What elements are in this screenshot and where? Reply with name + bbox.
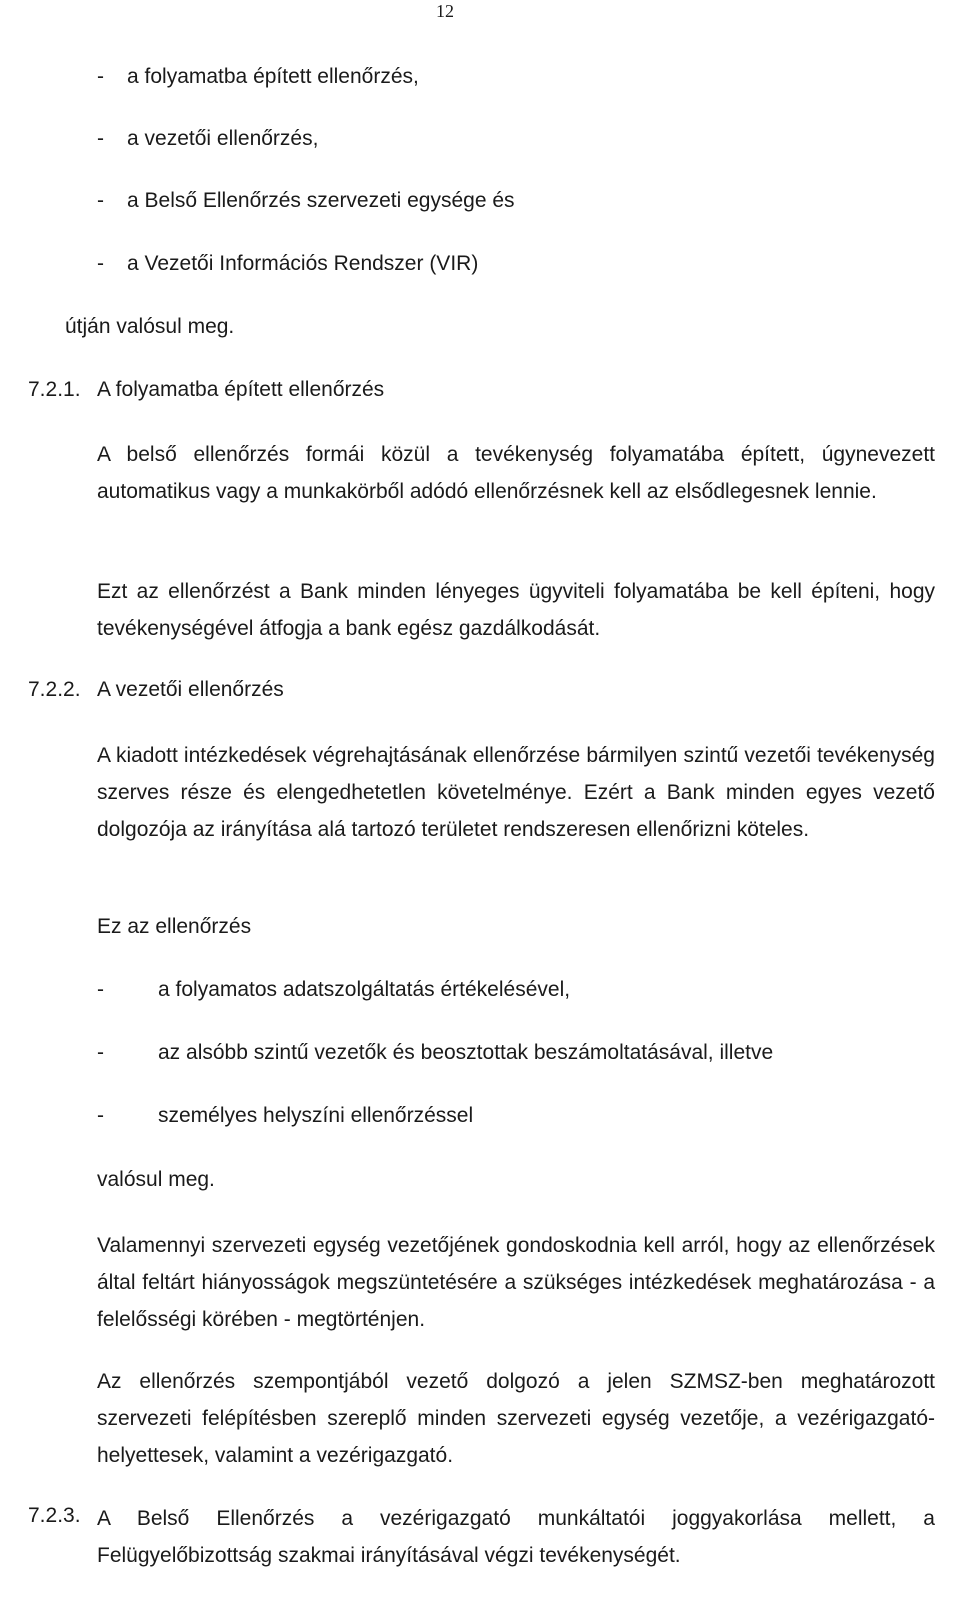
page-number: 12: [436, 1, 454, 21]
paragraph: valósul meg.: [97, 1168, 215, 1191]
section-title: A vezetői ellenőrzés: [97, 678, 284, 701]
paragraph: A Belső Ellenőrzés a vezérigazgató munkáltatói joggyakorlása mellett, a Felügyelőbizottság szakmai irányításával végzi tevékenységét.: [97, 1507, 935, 1567]
list-dash: -: [97, 1104, 104, 1127]
list-dash: -: [97, 65, 104, 88]
list-dash: -: [97, 978, 104, 1001]
list-dash: -: [97, 127, 104, 150]
section-number: 7.2.1.: [28, 378, 81, 401]
list-dash: -: [97, 189, 104, 212]
list-item-text: személyes helyszíni ellenőrzéssel: [158, 1104, 474, 1127]
paragraph: Valamennyi szervezeti egység vezetőjének gondoskodnia kell arról, hogy az ellenőrzések által feltárt hiányosságok megszüntetésére a szükséges intézkedések meghatározása - a felelősségi körében - megtörténjen.: [97, 1234, 935, 1331]
section-number: 7.2.3.: [28, 1504, 81, 1527]
paragraph: Az ellenőrzés szempontjából vezető dolgozó a jelen SZMSZ-ben meghatározott szervezeti felépítésben szereplő minden szervezeti egység vezetője, a vezérigazgató-helyettesek, valamint a vezérigazgató.: [97, 1370, 935, 1467]
list-item-text: a Vezetői Információs Rendszer (VIR): [127, 252, 479, 275]
paragraph: A kiadott intézkedések végrehajtásának ellenőrzése bármilyen szintű vezetői tevékenység szerves része és elengedhetetlen követelménye. Ezért a Bank minden egyes vezető dolgozója az irányítása alá tartozó területet rendszeresen ellenőrizni köteles.: [97, 744, 935, 841]
list-item-text: a folyamatos adatszolgáltatás értékelésével,: [158, 978, 571, 1001]
list-dash: -: [97, 252, 104, 275]
paragraph: A belső ellenőrzés formái közül a tevékenység folyamatába épített, úgynevezett automatikus vagy a munkakörből adódó ellenőrzésnek kell az elsődlegesnek lennie.: [97, 443, 935, 503]
section-number: 7.2.2.: [28, 678, 81, 701]
list-item: [97, 124, 319, 154]
list-item: [97, 1038, 774, 1068]
list-dash: -: [97, 1041, 104, 1064]
list-item: [97, 186, 515, 216]
list-item: [97, 1101, 474, 1131]
list-item-text: a Belső Ellenőrzés szervezeti egysége és: [127, 189, 515, 212]
list-item-text: a folyamatba épített ellenőrzés,: [127, 65, 419, 88]
list-item: [97, 975, 571, 1005]
list-item: [97, 62, 419, 92]
list-item: [97, 249, 479, 279]
section-title: A folyamatba épített ellenőrzés: [97, 378, 385, 401]
intro-closing: útján valósul meg.: [65, 315, 235, 338]
list-item-text: a vezetői ellenőrzés,: [127, 127, 319, 150]
list-item-text: az alsóbb szintű vezetők és beosztottak beszámoltatásával, illetve: [158, 1041, 774, 1064]
paragraph: Ez az ellenőrzés: [97, 915, 252, 938]
paragraph: Ezt az ellenőrzést a Bank minden lényeges ügyviteli folyamatába be kell építeni, hogy tevékenységével átfogja a bank egész gazdálkodását.: [97, 580, 935, 640]
